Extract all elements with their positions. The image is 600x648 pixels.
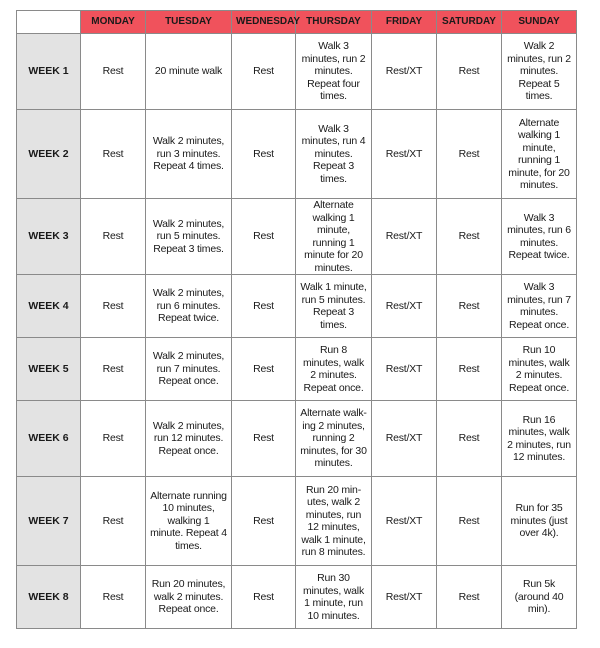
schedule-cell: Walk 3 minutes, run 6 minutes. Repeat twice. [502, 199, 577, 275]
schedule-cell: Run 8 minutes, walk 2 minutes. Repeat once. [296, 338, 372, 401]
schedule-cell: Rest/XT [372, 401, 437, 477]
week-row [17, 199, 577, 275]
schedule-cell: Rest [437, 275, 502, 338]
schedule-cell: Walk 1 minute, run 5 minutes. Repeat 3 times. [296, 275, 372, 338]
schedule-cell: Rest [437, 34, 502, 110]
schedule-cell: Rest [232, 401, 296, 477]
schedule-cell: Walk 2 minutes, run 7 minutes. Repeat once. [146, 338, 232, 401]
schedule-cell: Alternate walking 1 minute, running 1 minute, for 20 minutes. [502, 110, 577, 199]
schedule-cell: Rest/XT [372, 338, 437, 401]
schedule-cell: Alternate walking 1 minute, running 1 minute for 20 minutes. [296, 199, 372, 275]
schedule-cell: Rest [81, 199, 146, 275]
week-label: WEEK 5 [17, 338, 81, 401]
schedule-cell: Walk 2 minutes, run 3 minutes. Repeat 4 times. [146, 110, 232, 199]
schedule-cell: Walk 2 minutes, run 2 minutes. Repeat 5 times. [502, 34, 577, 110]
schedule-cell: Rest [81, 110, 146, 199]
schedule-cell: Rest [81, 477, 146, 566]
schedule-cell: Rest [437, 566, 502, 629]
schedule-cell: Run 20 minutes, walk 2 minutes. Repeat once. [146, 566, 232, 629]
schedule-cell: Rest [232, 199, 296, 275]
week-label: WEEK 1 [17, 34, 81, 110]
day-header-saturday: SATURDAY [437, 11, 502, 34]
header-row [17, 11, 577, 34]
week-label: WEEK 4 [17, 275, 81, 338]
schedule-cell: Rest [81, 566, 146, 629]
week-row [17, 275, 577, 338]
schedule-cell: Rest [81, 338, 146, 401]
week-row [17, 34, 577, 110]
schedule-cell: Run 16 minutes, walk 2 minutes, run 12 minutes. [502, 401, 577, 477]
schedule-cell: Walk 3 minutes, run 2 minutes. Repeat four times. [296, 34, 372, 110]
schedule-cell: Rest [232, 110, 296, 199]
schedule-cell: Rest [81, 275, 146, 338]
day-header-sunday: SUNDAY [502, 11, 577, 34]
week-row [17, 110, 577, 199]
corner-cell [17, 11, 81, 34]
day-header-friday: FRIDAY [372, 11, 437, 34]
schedule-cell: Rest [232, 566, 296, 629]
week-row [17, 338, 577, 401]
schedule-table [16, 10, 577, 629]
schedule-cell: Rest [437, 199, 502, 275]
schedule-cell: Rest [232, 338, 296, 401]
schedule-cell: Rest [437, 401, 502, 477]
schedule-cell: Rest [232, 477, 296, 566]
schedule-cell: Run 10 minutes, walk 2 minutes. Repeat once. [502, 338, 577, 401]
week-label: WEEK 3 [17, 199, 81, 275]
day-header-monday: MONDAY [81, 11, 146, 34]
schedule-cell: Rest [437, 338, 502, 401]
schedule-cell: Run for 35 minutes (just over 4k). [502, 477, 577, 566]
schedule-cell: Alternate walk-ing 2 minutes, running 2 minutes, for 30 minutes. [296, 401, 372, 477]
week-row [17, 401, 577, 477]
schedule-cell: Rest [81, 401, 146, 477]
schedule-cell: Rest/XT [372, 275, 437, 338]
schedule-cell: Walk 2 minutes, run 6 minutes. Repeat twice. [146, 275, 232, 338]
training-schedule [16, 10, 576, 629]
schedule-cell: Walk 2 minutes, run 5 minutes. Repeat 3 times. [146, 199, 232, 275]
schedule-cell: Run 30 minutes, walk 1 minute, run 10 minutes. [296, 566, 372, 629]
day-header-tuesday: TUESDAY [146, 11, 232, 34]
schedule-cell: Rest/XT [372, 110, 437, 199]
week-row [17, 477, 577, 566]
schedule-cell: Walk 3 minutes, run 4 minutes. Repeat 3 times. [296, 110, 372, 199]
schedule-cell: Rest [232, 34, 296, 110]
week-row [17, 566, 577, 629]
schedule-cell: Rest [232, 275, 296, 338]
day-header-wednesday: WEDNESDAY [232, 11, 296, 34]
week-label: WEEK 6 [17, 401, 81, 477]
schedule-cell: Alternate running 10 minutes, walking 1 minute. Repeat 4 times. [146, 477, 232, 566]
schedule-cell: Rest [437, 477, 502, 566]
day-header-thursday: THURSDAY [296, 11, 372, 34]
schedule-cell: 20 minute walk [146, 34, 232, 110]
week-label: WEEK 2 [17, 110, 81, 199]
schedule-cell: Rest [437, 110, 502, 199]
schedule-cell: Rest/XT [372, 34, 437, 110]
schedule-cell: Run 20 min-utes, walk 2 minutes, run 12 minutes, walk 1 minute, run 8 minutes. [296, 477, 372, 566]
schedule-cell: Rest/XT [372, 477, 437, 566]
schedule-cell: Run 5k (around 40 min). [502, 566, 577, 629]
schedule-cell: Walk 3 minutes, run 7 minutes. Repeat once. [502, 275, 577, 338]
schedule-cell: Rest [81, 34, 146, 110]
schedule-cell: Walk 2 minutes, run 12 minutes. Repeat once. [146, 401, 232, 477]
schedule-cell: Rest/XT [372, 199, 437, 275]
schedule-cell: Rest/XT [372, 566, 437, 629]
week-label: WEEK 8 [17, 566, 81, 629]
week-label: WEEK 7 [17, 477, 81, 566]
